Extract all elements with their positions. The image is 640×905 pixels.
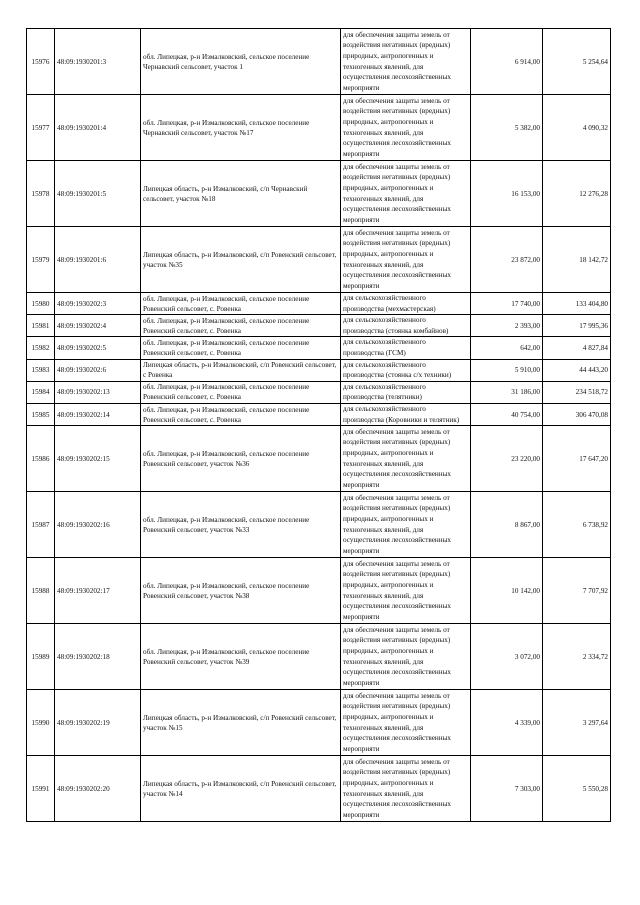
cadastral-number: 48:09:1930202:17 xyxy=(55,558,141,624)
table-row xyxy=(27,756,611,822)
area: 642,00 xyxy=(471,337,543,359)
area: 23 220,00 xyxy=(471,426,543,492)
cadastral-number: 48:09:1930201:6 xyxy=(55,227,141,293)
permitted-use: для сельскохозяйственного производства (стоянка комбайнов) xyxy=(341,315,471,337)
area: 3 072,00 xyxy=(471,624,543,690)
address: обл. Липецкая, р-н Измалковский, сельское поселение Ровенский сельсовет, с. Ровенка xyxy=(141,403,341,425)
value: 2 334,72 xyxy=(543,624,611,690)
area: 8 867,00 xyxy=(471,492,543,558)
table-row xyxy=(27,359,611,381)
value: 5 254,64 xyxy=(543,29,611,95)
address: Липецкая область, р-н Измалковский, с/п Ровенский сельсовет, участок №14 xyxy=(141,756,341,822)
cadastral-number: 48:09:1930202:13 xyxy=(55,381,141,403)
value: 4 827,84 xyxy=(543,337,611,359)
row-number: 15983 xyxy=(27,359,55,381)
area: 40 754,00 xyxy=(471,403,543,425)
table-row xyxy=(27,29,611,95)
permitted-use: для обеспечения защиты земель от воздействия негативных (вредных) природных, антропогенных и техногенных явлений, для осуществления лесохозяйственных мероприяти xyxy=(341,426,471,492)
address: обл. Липецкая, р-н Измалковский, сельское поселение Чернавский сельсовет, участок №17 xyxy=(141,95,341,161)
value: 4 090,32 xyxy=(543,95,611,161)
value: 6 738,92 xyxy=(543,492,611,558)
cadastral-number: 48:09:1930201:3 xyxy=(55,29,141,95)
cadastral-number: 48:09:1930202:6 xyxy=(55,359,141,381)
area: 7 303,00 xyxy=(471,756,543,822)
row-number: 15981 xyxy=(27,315,55,337)
cadastral-number: 48:09:1930202:5 xyxy=(55,337,141,359)
row-number: 15989 xyxy=(27,624,55,690)
row-number: 15977 xyxy=(27,95,55,161)
address: Липецкая область, р-н Измалковский, с/п Чернавский сельсовет, участок №18 xyxy=(141,161,341,227)
value: 18 142,72 xyxy=(543,227,611,293)
address: Липецкая область, р-н Измалковский, с/п Ровенский сельсовет, участок №35 xyxy=(141,227,341,293)
value: 234 518,72 xyxy=(543,381,611,403)
row-number: 15979 xyxy=(27,227,55,293)
land-parcel-table xyxy=(26,28,611,822)
table-row xyxy=(27,403,611,425)
value: 7 707,92 xyxy=(543,558,611,624)
permitted-use: для обеспечения защиты земель от воздействия негативных (вредных) природных, антропогенных и техногенных явлений, для осуществления лесохозяйственных мероприяти xyxy=(341,161,471,227)
permitted-use: для обеспечения защиты земель от воздействия негативных (вредных) природных, антропогенных и техногенных явлений, для осуществления лесохозяйственных мероприяти xyxy=(341,690,471,756)
permitted-use: для обеспечения защиты земель от воздействия негативных (вредных) природных, антропогенных и техногенных явлений, для осуществления лесохозяйственных мероприяти xyxy=(341,756,471,822)
address: обл. Липецкая, р-н Измалковский, сельское поселение Ровенский сельсовет, участок №38 xyxy=(141,558,341,624)
cadastral-number: 48:09:1930202:4 xyxy=(55,315,141,337)
value: 3 297,64 xyxy=(543,690,611,756)
table-row xyxy=(27,315,611,337)
cadastral-number: 48:09:1930202:20 xyxy=(55,756,141,822)
row-number: 15988 xyxy=(27,558,55,624)
row-number: 15978 xyxy=(27,161,55,227)
area: 31 186,00 xyxy=(471,381,543,403)
table-row xyxy=(27,558,611,624)
row-number: 15985 xyxy=(27,403,55,425)
table-row xyxy=(27,426,611,492)
permitted-use: для обеспечения защиты земель от воздействия негативных (вредных) природных, антропогенных и техногенных явлений, для осуществления лесохозяйственных мероприяти xyxy=(341,624,471,690)
table-row xyxy=(27,624,611,690)
row-number: 15987 xyxy=(27,492,55,558)
value: 306 470,08 xyxy=(543,403,611,425)
address: обл. Липецкая, р-н Измалковский, сельское поселение Чернавский сельсовет, участок 1 xyxy=(141,29,341,95)
document-page xyxy=(26,28,610,822)
area: 10 142,00 xyxy=(471,558,543,624)
cadastral-number: 48:09:1930202:14 xyxy=(55,403,141,425)
area: 17 740,00 xyxy=(471,293,543,315)
address: Липецкая область, р-н Измалковский, с/п Ровенский сельсовет, с Ровенка xyxy=(141,359,341,381)
permitted-use: для сельскохозяйственного производства (телятники) xyxy=(341,381,471,403)
row-number: 15980 xyxy=(27,293,55,315)
value: 17 995,36 xyxy=(543,315,611,337)
cadastral-number: 48:09:1930202:19 xyxy=(55,690,141,756)
area: 16 153,00 xyxy=(471,161,543,227)
table-row xyxy=(27,690,611,756)
value: 17 647,20 xyxy=(543,426,611,492)
permitted-use: для сельскохозяйственного производства (стоянка с/х техники) xyxy=(341,359,471,381)
cadastral-number: 48:09:1930202:3 xyxy=(55,293,141,315)
value: 133 404,80 xyxy=(543,293,611,315)
address: обл. Липецкая, р-н Измалковский, сельское поселение Ровенский сельсовет, участок №33 xyxy=(141,492,341,558)
table-row xyxy=(27,337,611,359)
cadastral-number: 48:09:1930201:4 xyxy=(55,95,141,161)
cadastral-number: 48:09:1930201:5 xyxy=(55,161,141,227)
area: 23 872,00 xyxy=(471,227,543,293)
area: 5 382,00 xyxy=(471,95,543,161)
table-row xyxy=(27,161,611,227)
permitted-use: для обеспечения защиты земель от воздействия негативных (вредных) природных, антропогенных и техногенных явлений, для осуществления лесохозяйственных мероприяти xyxy=(341,558,471,624)
address: обл. Липецкая, р-н Измалковский, сельское поселение Ровенский сельсовет, участок №36 xyxy=(141,426,341,492)
row-number: 15986 xyxy=(27,426,55,492)
cadastral-number: 48:09:1930202:16 xyxy=(55,492,141,558)
cadastral-number: 48:09:1930202:18 xyxy=(55,624,141,690)
permitted-use: для сельскохозяйственного производства (Коровники и телятник) xyxy=(341,403,471,425)
table-row xyxy=(27,381,611,403)
permitted-use: для обеспечения защиты земель от воздействия негативных (вредных) природных, антропогенных и техногенных явлений, для осуществления лесохозяйственных мероприяти xyxy=(341,492,471,558)
permitted-use: для обеспечения защиты земель от воздействия негативных (вредных) природных, антропогенных и техногенных явлений, для осуществления лесохозяйственных мероприяти xyxy=(341,95,471,161)
permitted-use: для обеспечения защиты земель от воздействия негативных (вредных) природных, антропогенных и техногенных явлений, для осуществления лесохозяйственных мероприяти xyxy=(341,227,471,293)
row-number: 15984 xyxy=(27,381,55,403)
value: 12 276,28 xyxy=(543,161,611,227)
permitted-use: для обеспечения защиты земель от воздействия негативных (вредных) природных, антропогенных и техногенных явлений, для осуществления лесохозяйственных мероприяти xyxy=(341,29,471,95)
area: 4 339,00 xyxy=(471,690,543,756)
cadastral-number: 48:09:1930202:15 xyxy=(55,426,141,492)
area: 6 914,00 xyxy=(471,29,543,95)
address: обл. Липецкая, р-н Измалковский, сельское поселение Ровенский сельсовет, с. Ровенка xyxy=(141,293,341,315)
row-number: 15976 xyxy=(27,29,55,95)
value: 5 550,28 xyxy=(543,756,611,822)
area: 2 393,00 xyxy=(471,315,543,337)
table-row xyxy=(27,492,611,558)
area: 5 910,00 xyxy=(471,359,543,381)
permitted-use: для сельскохозяйственного производства (мехмастерская) xyxy=(341,293,471,315)
table-row xyxy=(27,227,611,293)
value: 44 443,20 xyxy=(543,359,611,381)
row-number: 15991 xyxy=(27,756,55,822)
table-row xyxy=(27,293,611,315)
address: обл. Липецкая, р-н Измалковский, сельское поселение Ровенский сельсовет, с. Ровенка xyxy=(141,381,341,403)
table-row xyxy=(27,95,611,161)
address: обл. Липецкая, р-н Измалковский, сельское поселение Ровенский сельсовет, с. Ровенка xyxy=(141,315,341,337)
permitted-use: для сельскохозяйственного производства (ГСМ) xyxy=(341,337,471,359)
row-number: 15982 xyxy=(27,337,55,359)
address: обл. Липецкая, р-н Измалковский, сельское поселение Ровенский сельсовет, участок №39 xyxy=(141,624,341,690)
address: Липецкая область, р-н Измалковский, с/п Ровенский сельсовет, участок №15 xyxy=(141,690,341,756)
row-number: 15990 xyxy=(27,690,55,756)
address: обл. Липецкая, р-н Измалковский, сельское поселение Ровенский сельсовет, с. Ровенка xyxy=(141,337,341,359)
